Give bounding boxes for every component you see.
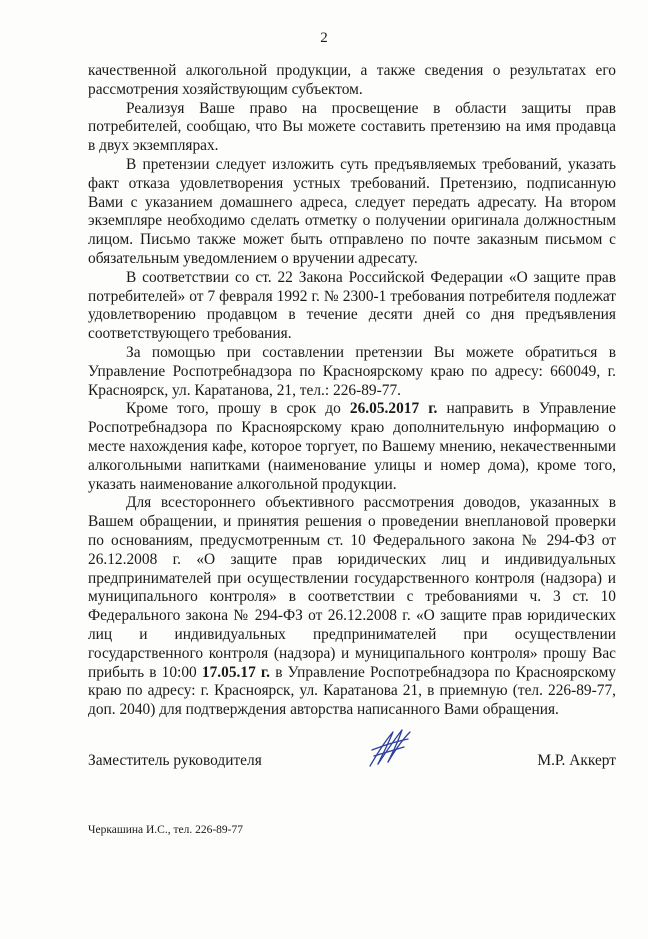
deadline-date: 26.05.2017 г.: [349, 400, 438, 418]
paragraph-1: качественной алкогольной продукции, а также сведения о результатах его рассмотрения хозяйствующим субъектом.: [88, 62, 616, 98]
paragraph-7-text-end: в Управление Роспотребнадзора по Красноярскому краю по адресу: г. Красноярск, ул. Каратанова 21, в приемную (тел. 226-89-77, доп. 2040) для подтверждения авторства написанного Вами обращения.: [88, 663, 616, 719]
signer-name: М.Р. Аккерт: [537, 752, 616, 769]
paragraph-5: За помощью при составлении претензии Вы можете обратиться в Управление Роспотребнадзора по Красноярскому краю по адресу: 660049, г. Красноярск, ул. Каратанова, 21, тел.: 226-89-77.: [88, 343, 616, 399]
handwritten-signature-icon: [366, 726, 414, 772]
paragraph-6: [88, 400, 616, 494]
paragraph-6-text-end: направить в Управление Роспотребнадзора по Красноярскому краю дополнительную информацию о месте нахождения кафе, которое торгует, по Вашему мнению, некачественными алкогольными напитками (наименование улицы и номер дома), кроме того, указать наименование алкогольной продукции.: [88, 400, 617, 493]
page-number: 2: [320, 30, 328, 46]
paragraph-7-text-start: Для всестороннего объективного рассмотрения доводов, указанных в Вашем обращении, и принятия решения о проведении внеплановой проверки по основаниям, предусмотренным ст. 10 Федерального закона № 294-ФЗ от 26.12.2008 г. «О защите прав юридических лиц и индивидуальных предпринимателей при осуществлении государственного контроля (надзора) и муниципального контроля» в соответствии с требованиями ч. 3 ст. 10 Федерального закона № 294-ФЗ от 26.12.2008 г. «О защите прав юридических лиц и индивидуальных предпринимателей при осуществлении государственного контроля (надзора) и муниципального контроля» прошу Вас прибыть в 10:00: [88, 494, 616, 681]
paragraph-4: В соответствии со ст. 22 Закона Российской Федерации «О защите прав потребителей» от 7 февраля 1992 г. № 2300-1 требования потребителя подлежат удовлетворению продавцом в течение десяти дней со дня предъявления соответствующего требования.: [88, 268, 616, 343]
signature-block: [88, 752, 616, 774]
executor-contact: Черкашина И.С., тел. 226-89-77: [88, 824, 243, 836]
appointment-date: 17.05.17 г.: [201, 663, 271, 681]
paragraph-7: [88, 494, 616, 720]
paragraph-2: Реализуя Ваше право на просвещение в области защиты прав потребителей, сообщаю, что Вы можете составить претензию на имя продавца в двух экземплярах.: [88, 99, 616, 155]
signer-position: Заместитель руководителя: [88, 752, 262, 769]
letter-body: [88, 62, 616, 720]
paragraph-6-text-start: Кроме того, прошу в срок до: [126, 400, 350, 418]
paragraph-3: В претензии следует изложить суть предъявляемых требований, указать факт отказа удовлетворения устных требований. Претензию, подписанную Вами с указанием домашнего адреса, следует передать адресату. На втором экземпляре необходимо сделать отметку о получении оригинала должностным лицом. Письмо также может быть отправлено по почте заказным письмом с обязательным уведомлением о вручении адресату.: [88, 155, 616, 267]
